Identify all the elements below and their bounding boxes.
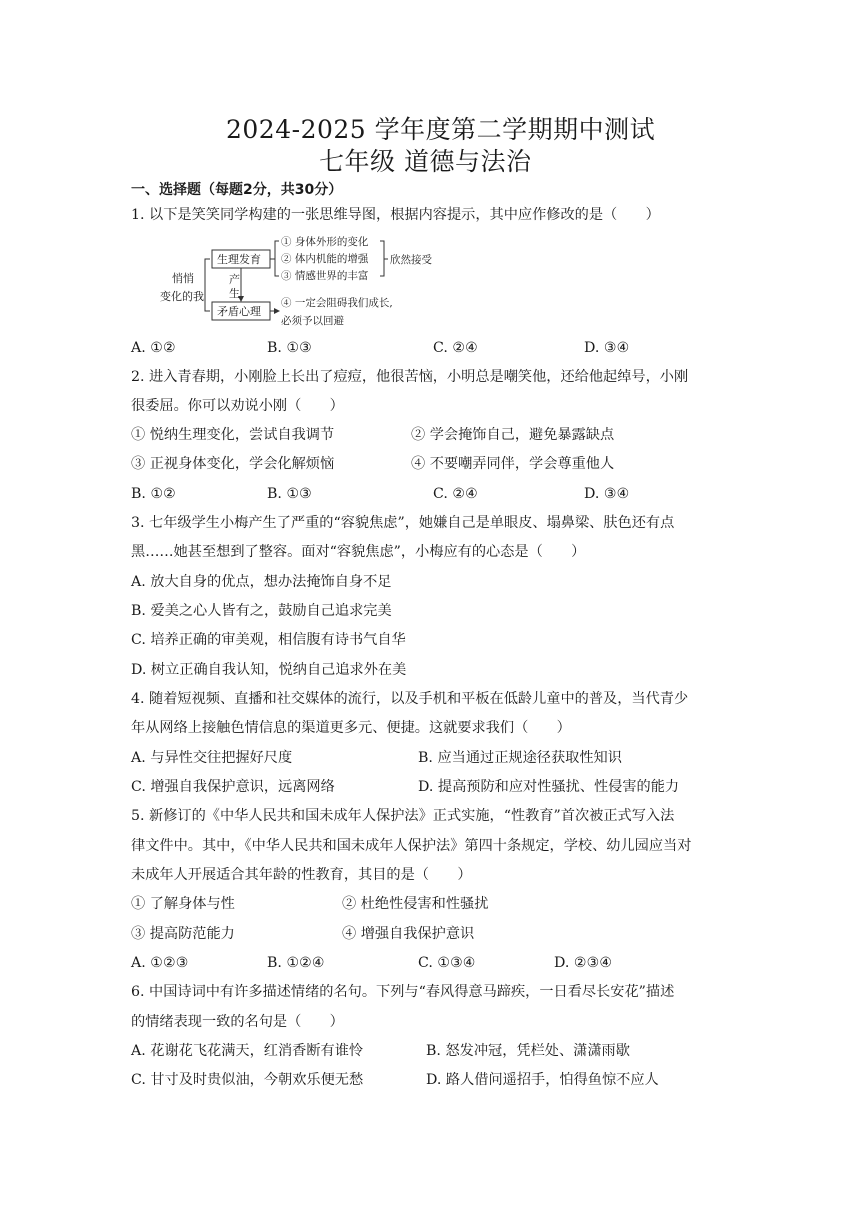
q1-option-a: A. ①② — [131, 340, 176, 356]
q6-option-b: B. 怒发冲冠，凭栏处、潇潇雨歇 — [426, 1043, 630, 1059]
q5-statement-2: ② 杜绝性侵害和性骚扰 — [342, 896, 489, 912]
item-1: ① 身体外形的变化 — [281, 236, 369, 248]
item-4-line2: 必须予以回避 — [281, 315, 344, 327]
q4-stem-line1: 4. 随着短视频、直播和社交媒体的流行，以及手机和平板在低龄儿童中的普及，当代青少 — [131, 691, 689, 707]
q4-option-b: B. 应当通过正规途径获取性知识 — [418, 750, 622, 766]
q1-stem: 1. 以下是笑笑同学构建的一张思维导图，根据内容提示，其中应作修改的是（ ） — [131, 207, 660, 223]
items-brace — [275, 241, 279, 276]
q2-statement-1: ① 悦纳生理变化，尝试自我调节 — [131, 427, 335, 443]
q2-option-d: D. ③④ — [584, 486, 630, 502]
q3-option-d: D. 树立正确自我认知，悦纳自己追求外在美 — [131, 662, 407, 678]
q2-stem-line1: 2. 进入青春期，小刚脸上长出了痘痘，他很苦恼，小明总是嘲笑他，还给他起绰号，小刚 — [131, 369, 689, 385]
q6-stem-line2: 的情绪表现一致的名句是（ ） — [131, 1014, 344, 1030]
q4-option-c: C. 增强自我保护意识，远离网络 — [131, 779, 335, 795]
mind-map-root-line1: 悄悄 — [172, 272, 194, 285]
arrow-label-1: 产 — [229, 273, 240, 286]
item4-arrowhead — [274, 308, 280, 314]
q2-option-b: B. ①③ — [267, 486, 312, 502]
q6-option-a: A. 花谢花飞花满天，红消香断有谁怜 — [131, 1043, 364, 1059]
q2-statement-3: ③ 正视身体变化，学会化解烦恼 — [131, 456, 335, 472]
q5-stem-line2: 律文件中。其中，《中华人民共和国未成年人保护法》第四十条规定，学校、幼儿园应当对 — [131, 838, 692, 854]
q2-statement-4: ④ 不要嘲弄同伴，学会尊重他人 — [411, 456, 615, 472]
q5-option-c: C. ①③④ — [418, 955, 476, 971]
q6-option-c: C. 甘寸及时贵似油，今朝欢乐便无愁 — [131, 1072, 364, 1088]
q3-stem-line1: 3. 七年级学生小梅产生了严重的“容貌焦虑”，她嫌自己是单眼皮、塌鼻梁、肤色还有点 — [131, 515, 675, 531]
q1-option-c: C. ②④ — [433, 340, 478, 356]
q6-option-d: D. 路人借问遥招手，怕得鱼惊不应人 — [426, 1072, 659, 1088]
q2-option-c: C. ②④ — [433, 486, 478, 502]
accept-label: 欣然接受 — [390, 254, 432, 266]
box-bottom-label: 矛盾心理 — [217, 305, 261, 318]
item-3: ③ 情感世界的丰富 — [281, 270, 369, 282]
q5-stem-line3: 未成年人开展适合其年龄的性教育，其目的是（ ） — [131, 867, 472, 883]
q2-statement-2: ② 学会掩饰自己，避免暴露缺点 — [411, 427, 615, 443]
arrow-label-2: 生 — [229, 287, 240, 300]
q2-stem-line2: 很委屈。你可以劝说小刚（ ） — [131, 398, 344, 414]
q5-statement-4: ④ 增强自我保护意识 — [342, 926, 475, 942]
section-heading: 一、选择题（每题2分，共30分） — [131, 182, 343, 198]
q1-option-b: B. ①③ — [267, 340, 312, 356]
q1-mind-map — [150, 230, 450, 334]
q3-option-b: B. 爱美之心人皆有之，鼓励自己追求完美 — [131, 603, 392, 619]
q5-stem-line1: 5. 新修订的《中华人民共和国未成年人保护法》正式实施，“性教育”首次被正式写入法 — [131, 808, 675, 824]
exam-title: 2024-2025 学年度第二学期期中测试 — [226, 115, 656, 144]
q4-stem-line2: 年从网络上接触色情信息的渠道更多元、便捷。这就要求我们（ ） — [131, 720, 571, 736]
root-bracket — [205, 259, 210, 311]
mind-map-root-line2: 变化的我 — [160, 290, 204, 303]
item-2: ② 体内机能的增强 — [281, 253, 369, 265]
accept-brace — [380, 241, 384, 276]
q5-statement-1: ① 了解身体与性 — [131, 896, 235, 912]
box-top-label: 生理发育 — [217, 253, 261, 266]
q6-stem-line1: 6. 中国诗词中有许多描述情绪的名句。下列与“春风得意马蹄疾，一日看尽长安花”描述 — [131, 984, 675, 1000]
q4-option-a: A. 与异性交往把握好尺度 — [131, 750, 293, 766]
q3-stem-line2: 黑……她甚至想到了整容。面对“容貌焦虑”，小梅应有的心态是（ ） — [131, 544, 586, 560]
q2-option-a: B. ①② — [131, 486, 176, 502]
q3-option-a: A. 放大自身的优点，想办法掩饰自身不足 — [131, 574, 392, 590]
q3-option-c: C. 培养正确的审美观，相信腹有诗书气自华 — [131, 632, 406, 648]
q5-option-d: D. ②③④ — [554, 955, 613, 971]
q1-option-d: D. ③④ — [584, 340, 630, 356]
q5-option-b: B. ①②④ — [267, 955, 325, 971]
q5-statement-3: ③ 提高防范能力 — [131, 926, 235, 942]
q5-option-a: A. ①②③ — [131, 955, 189, 971]
q4-option-d: D. 提高预防和应对性骚扰、性侵害的能力 — [418, 779, 680, 795]
exam-subtitle: 七年级 道德与法治 — [319, 147, 532, 176]
item-4-line1: ④ 一定会阻碍我们成长, — [281, 297, 393, 309]
